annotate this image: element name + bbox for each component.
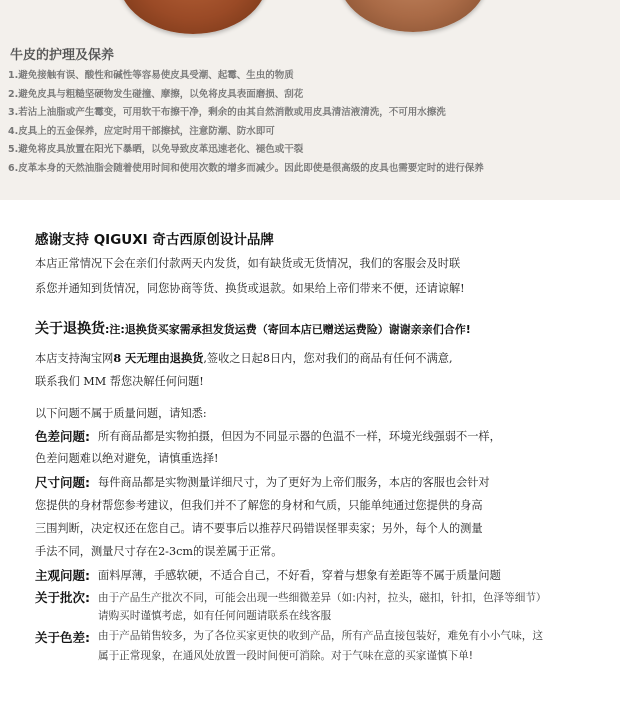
returns-heading (35, 318, 471, 338)
shipping-notice-line: 系您并通知到货情况，同您协商等货、换货或退款。如果给上帝们带来不便，还请谅解! (35, 282, 465, 295)
shipping-notice-line: 本店正常情况下会在亲们付款两天内发货，如有缺货或无货情况，我们的客服会及时联 (35, 257, 461, 270)
size-issue-text: 三围判断，决定权还在您自己。请不要事后以推荐尺码错误怪罪卖家；另外，每个人的测量 (35, 522, 483, 535)
leather-sample-image-left (118, 0, 268, 34)
odor-issue-label: 关于色差: (35, 630, 90, 645)
color-issue-label: 色差问题: (35, 429, 90, 444)
size-issue-text: 手法不同，测量尺寸存在2-3cm的误差属于正常。 (35, 545, 283, 558)
returns-policy-line (35, 350, 453, 366)
brand-notice-title: 感谢支持 QIGUXI 奇古西原创设计品牌 (35, 232, 274, 248)
returns-note: :注:退换货买家需承担发货运费（寄回本店已赠送运费险）谢谢亲亲们合作! (105, 323, 471, 336)
product-photo-strip (0, 0, 620, 38)
batch-issue-label: 关于批次: (35, 590, 90, 605)
care-item: 4.皮具上的五金保养，应定时用干部擦拭，注意防潮、防水即可 (8, 125, 275, 137)
leather-care-section (0, 38, 620, 200)
returns-policy-line: 联系我们 MM 帮您决解任何问题! (35, 375, 204, 388)
care-item: 2.避免皮具与粗糙坚硬物发生碰撞、摩擦，以免将皮具表面磨损、刮花 (8, 88, 304, 100)
size-issue-text: 您提供的身材帮您参考建议，但我们并不了解您的身材和气质，只能单纯通过您提供的身高 (35, 499, 483, 512)
returns-title: 关于退换货 (35, 321, 105, 337)
care-item: 3.若沾上油脂或产生霉变，可用软干布擦干净，剩余的由其自然消散或用皮具清洁液清洗，不可用水擦洗 (8, 107, 446, 119)
batch-issue-text: 请购买时谨慎考虑，如有任何问题请联系在线客服 (98, 610, 332, 622)
quality-intro: 以下问题不属于质量问题，请知悉: (35, 407, 207, 420)
returns-policy-text: 本店支持淘宝网 (35, 352, 114, 365)
batch-issue-text: 由于产品生产批次不同，可能会出现一些细微差异（如:内衬，拉头，磁扣，针扣，色泽等细节） (98, 592, 547, 604)
returns-policy-highlight: 8 天无理由退换货 (113, 351, 204, 365)
care-item: 6.皮革本身的天然油脂会随着使用时间和使用次数的增多而减少。因此即使是很高级的皮具也需要定时的进行保养 (8, 162, 484, 174)
odor-issue-text: 由于产品销售较多，为了各位买家更快的收到产品，所有产品直接包装好，难免有小小气味，这 (98, 630, 543, 642)
odor-issue-text: 属于正常现象，在通风处放置一段时间便可消除。对于气味在意的买家谨慎下单! (98, 650, 474, 662)
color-issue-text: 色差问题难以绝对避免，请慎重选择! (35, 452, 219, 465)
subjective-issue-label: 主观问题: (35, 568, 90, 583)
leather-sample-image-right (338, 0, 488, 32)
care-item: 1.避免接触有误、酸性和碱性等容易使皮具受潮、起霉、生虫的物质 (8, 70, 294, 81)
color-issue-text: 所有商品都是实物拍摄，但因为不同显示器的色温不一样，环境光线强弱不一样， (98, 430, 501, 443)
size-issue-label: 尺寸问题: (35, 475, 90, 490)
care-item: 5.避免将皮具放置在阳光下暴晒，以免导致皮革迅速老化、褪色或干裂 (8, 144, 304, 156)
care-title: 牛皮的护理及保养 (10, 48, 115, 63)
size-issue-text: 每件商品都是实物测量详细尺寸，为了更好为上帝们服务，本店的客服也会针对 (98, 476, 490, 489)
subjective-issue-text: 面料厚薄，手感软硬，不适合自己，不好看，穿着与想象有差距等不属于质量问题 (98, 569, 501, 582)
returns-policy-text: ,签收之日起8日内，您对我们的商品有任何不满意, (203, 352, 453, 365)
care-list (8, 67, 484, 179)
